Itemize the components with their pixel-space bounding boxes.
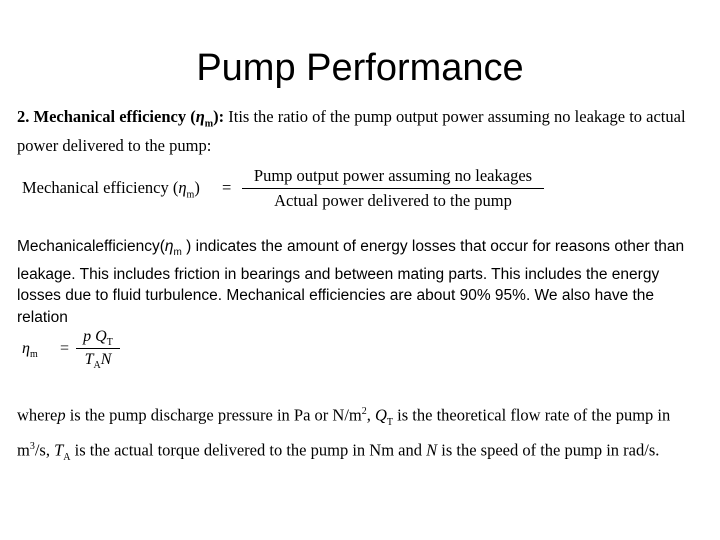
relation-fraction	[76, 328, 120, 371]
heading-end: ):	[213, 107, 225, 126]
relation-numerator	[76, 328, 120, 349]
efficiency-relation-formula	[22, 328, 142, 378]
explanation-text: ) indicates the amount of energy losses that occur for reasons other than leakage. This includes friction in bearings and between mating parts. This includes the energy losses due to fluid turbulence. Mechanical efficiencies are about 90% 95%. We also have the relation	[17, 238, 685, 326]
flow-symbol: Q	[375, 405, 387, 425]
fraction	[242, 166, 544, 213]
heading-mechanical-efficiency	[17, 107, 225, 130]
variables-text: is the theoretical flow rate of the pump in m	[17, 405, 671, 460]
relation-lhs	[22, 340, 38, 360]
flow-symbol: Q	[95, 328, 107, 345]
subscript-m: m	[173, 247, 182, 259]
variables-text: is the speed of the pump in rad/s.	[437, 440, 660, 460]
torque-symbol: T	[84, 351, 94, 368]
relation-denominator	[76, 349, 120, 371]
eta-symbol: η	[178, 178, 187, 197]
variables-text: is the actual torque delivered to the pump in Nm and	[70, 440, 427, 460]
variables-text: is the pump discharge pressure in Pa or N/m	[65, 405, 362, 425]
superscript-2: 2	[361, 406, 367, 417]
subscript-t: T	[386, 416, 394, 428]
variables-text: /s,	[34, 440, 55, 460]
formula-lhs	[22, 178, 200, 200]
eta-symbol: η	[22, 340, 30, 357]
paragraph-variables	[17, 400, 707, 470]
variables-text: ,	[366, 405, 375, 425]
definition-text: Itis the ratio of the pump output power assuming no leakage to actual power delivered to the pump:	[17, 107, 686, 156]
explanation-start: Mechanicalefficiency(	[17, 238, 165, 255]
eta-symbol: η	[164, 238, 174, 255]
subscript-m: m	[204, 118, 214, 130]
page-title: Pump Performance	[196, 47, 524, 89]
pressure-symbol: p	[83, 328, 92, 345]
fraction-numerator: Pump output power assuming no leakages	[242, 166, 544, 189]
subscript-m: m	[186, 189, 195, 201]
paragraph-definition	[17, 106, 707, 157]
torque-symbol: T	[54, 440, 64, 460]
speed-symbol: N	[100, 351, 112, 368]
formula-lhs-end: )	[194, 178, 200, 197]
speed-symbol: N	[426, 440, 438, 460]
subscript-a: A	[63, 451, 71, 463]
heading-text: 2. Mechanical efficiency (	[17, 107, 196, 126]
subscript-t: T	[106, 337, 113, 349]
paragraph-explanation	[17, 236, 707, 328]
equals-sign: =	[222, 178, 232, 197]
equals-sign: =	[60, 340, 70, 357]
formula-lhs-text: Mechanical efficiency (	[22, 178, 179, 197]
subscript-m: m	[29, 349, 38, 361]
eta-symbol: η	[195, 107, 205, 126]
pressure-symbol: p	[57, 405, 66, 425]
variables-text: where	[17, 405, 58, 425]
subscript-a: A	[93, 360, 101, 372]
mechanical-efficiency-formula	[22, 166, 582, 216]
fraction-denominator: Actual power delivered to the pump	[274, 191, 512, 210]
superscript-3: 3	[29, 440, 35, 452]
